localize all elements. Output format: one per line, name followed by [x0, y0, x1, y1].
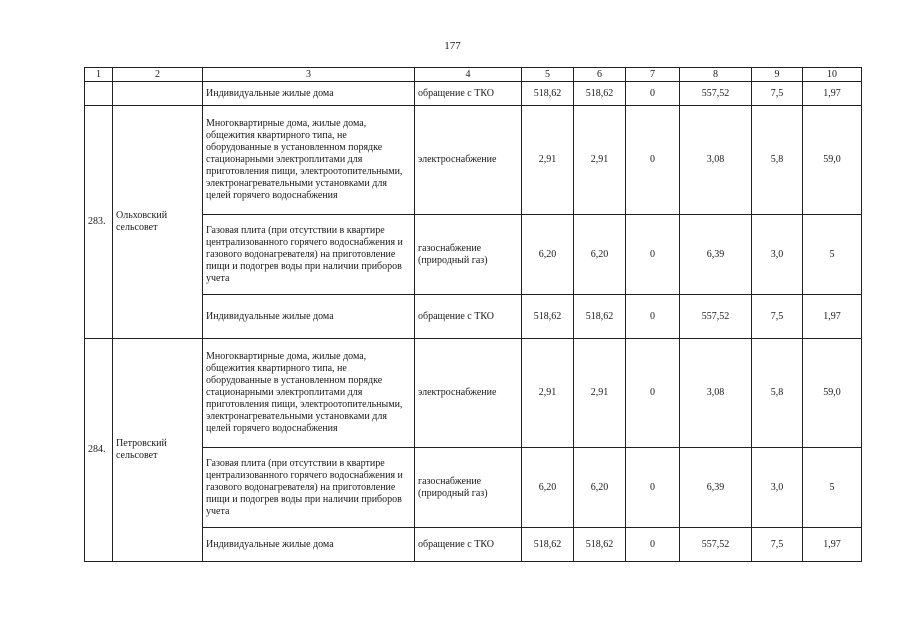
- table-row: [85, 339, 862, 448]
- value-cell: 557,52: [680, 295, 752, 339]
- value-cell: 7,5: [752, 528, 803, 562]
- category-cell: Многоквартирные дома, жилые дома, общежития квартирного типа, не оборудованные в установленном порядке стационарными электроплитами для приготовления пищи, электроотопительными, электронагревательными установками для целей горячего водоснабжения: [203, 339, 415, 448]
- service-cell: газоснабжение (природный газ): [415, 215, 522, 295]
- category-cell: Индивидуальные жилые дома: [203, 295, 415, 339]
- row-number-cell: 283.: [85, 106, 113, 339]
- value-cell: 3,08: [680, 106, 752, 215]
- value-cell: 3,0: [752, 215, 803, 295]
- header-cell: 4: [415, 68, 522, 82]
- value-cell: 0: [626, 295, 680, 339]
- header-cell: 6: [574, 68, 626, 82]
- value-cell: 59,0: [803, 339, 862, 448]
- value-cell: 1,97: [803, 295, 862, 339]
- value-cell: 0: [626, 339, 680, 448]
- value-cell: 518,62: [522, 528, 574, 562]
- value-cell: 518,62: [574, 528, 626, 562]
- value-cell: 5: [803, 448, 862, 528]
- value-cell: 6,39: [680, 448, 752, 528]
- service-cell: электроснабжение: [415, 106, 522, 215]
- page-number: 177: [444, 40, 461, 52]
- service-cell: обращение с ТКО: [415, 82, 522, 106]
- header-cell: 10: [803, 68, 862, 82]
- header-cell: 9: [752, 68, 803, 82]
- value-cell: 557,52: [680, 528, 752, 562]
- value-cell: 2,91: [574, 339, 626, 448]
- settlement-name-cell: Петровский сельсовет: [113, 339, 203, 562]
- value-cell: 518,62: [522, 295, 574, 339]
- header-cell: 1: [85, 68, 113, 82]
- value-cell: 1,97: [803, 82, 862, 106]
- settlement-name-cell: Ольховский сельсовет: [113, 106, 203, 339]
- value-cell: 2,91: [522, 339, 574, 448]
- value-cell: 7,5: [752, 295, 803, 339]
- table-row: [85, 106, 862, 215]
- value-cell: 59,0: [803, 106, 862, 215]
- value-cell: 6,20: [574, 215, 626, 295]
- value-cell: 5: [803, 215, 862, 295]
- value-cell: 5,8: [752, 339, 803, 448]
- service-cell: газоснабжение (природный газ): [415, 448, 522, 528]
- value-cell: 518,62: [574, 295, 626, 339]
- settlement-cell: [113, 82, 203, 106]
- category-cell: Газовая плита (при отсутствии в квартире централизованного горячего водоснабжения и газового водонагревателя) на приготовление пищи и подогрев воды при наличии приборов учета: [203, 448, 415, 528]
- row-number-cell: 284.: [85, 339, 113, 562]
- category-cell: Индивидуальные жилые дома: [203, 528, 415, 562]
- value-cell: 7,5: [752, 82, 803, 106]
- category-cell: Газовая плита (при отсутствии в квартире централизованного горячего водоснабжения и газового водонагревателя) на приготовление пищи и подогрев воды при наличии приборов учета: [203, 215, 415, 295]
- value-cell: 6,39: [680, 215, 752, 295]
- value-cell: 0: [626, 215, 680, 295]
- service-cell: обращение с ТКО: [415, 528, 522, 562]
- category-cell: Индивидуальные жилые дома: [203, 82, 415, 106]
- value-cell: 2,91: [574, 106, 626, 215]
- value-cell: 518,62: [574, 82, 626, 106]
- value-cell: 3,08: [680, 339, 752, 448]
- value-cell: 0: [626, 82, 680, 106]
- row-number-cell: [85, 82, 113, 106]
- value-cell: 6,20: [522, 448, 574, 528]
- header-row: [85, 68, 862, 82]
- category-cell: Многоквартирные дома, жилые дома, общежития квартирного типа, не оборудованные в установленном порядке стационарными электроплитами для приготовления пищи, электроотопительными, электронагревательными установками для целей горячего водоснабжения: [203, 106, 415, 215]
- value-cell: 6,20: [522, 215, 574, 295]
- service-cell: обращение с ТКО: [415, 295, 522, 339]
- value-cell: 0: [626, 106, 680, 215]
- header-cell: 3: [203, 68, 415, 82]
- value-cell: 0: [626, 448, 680, 528]
- value-cell: 0: [626, 528, 680, 562]
- value-cell: 557,52: [680, 82, 752, 106]
- service-cell: электроснабжение: [415, 339, 522, 448]
- header-cell: 8: [680, 68, 752, 82]
- table-row: [85, 82, 862, 106]
- header-cell: 7: [626, 68, 680, 82]
- header-cell: 2: [113, 68, 203, 82]
- tariff-table: [84, 67, 862, 562]
- value-cell: 3,0: [752, 448, 803, 528]
- value-cell: 518,62: [522, 82, 574, 106]
- value-cell: 5,8: [752, 106, 803, 215]
- header-cell: 5: [522, 68, 574, 82]
- value-cell: 6,20: [574, 448, 626, 528]
- value-cell: 2,91: [522, 106, 574, 215]
- value-cell: 1,97: [803, 528, 862, 562]
